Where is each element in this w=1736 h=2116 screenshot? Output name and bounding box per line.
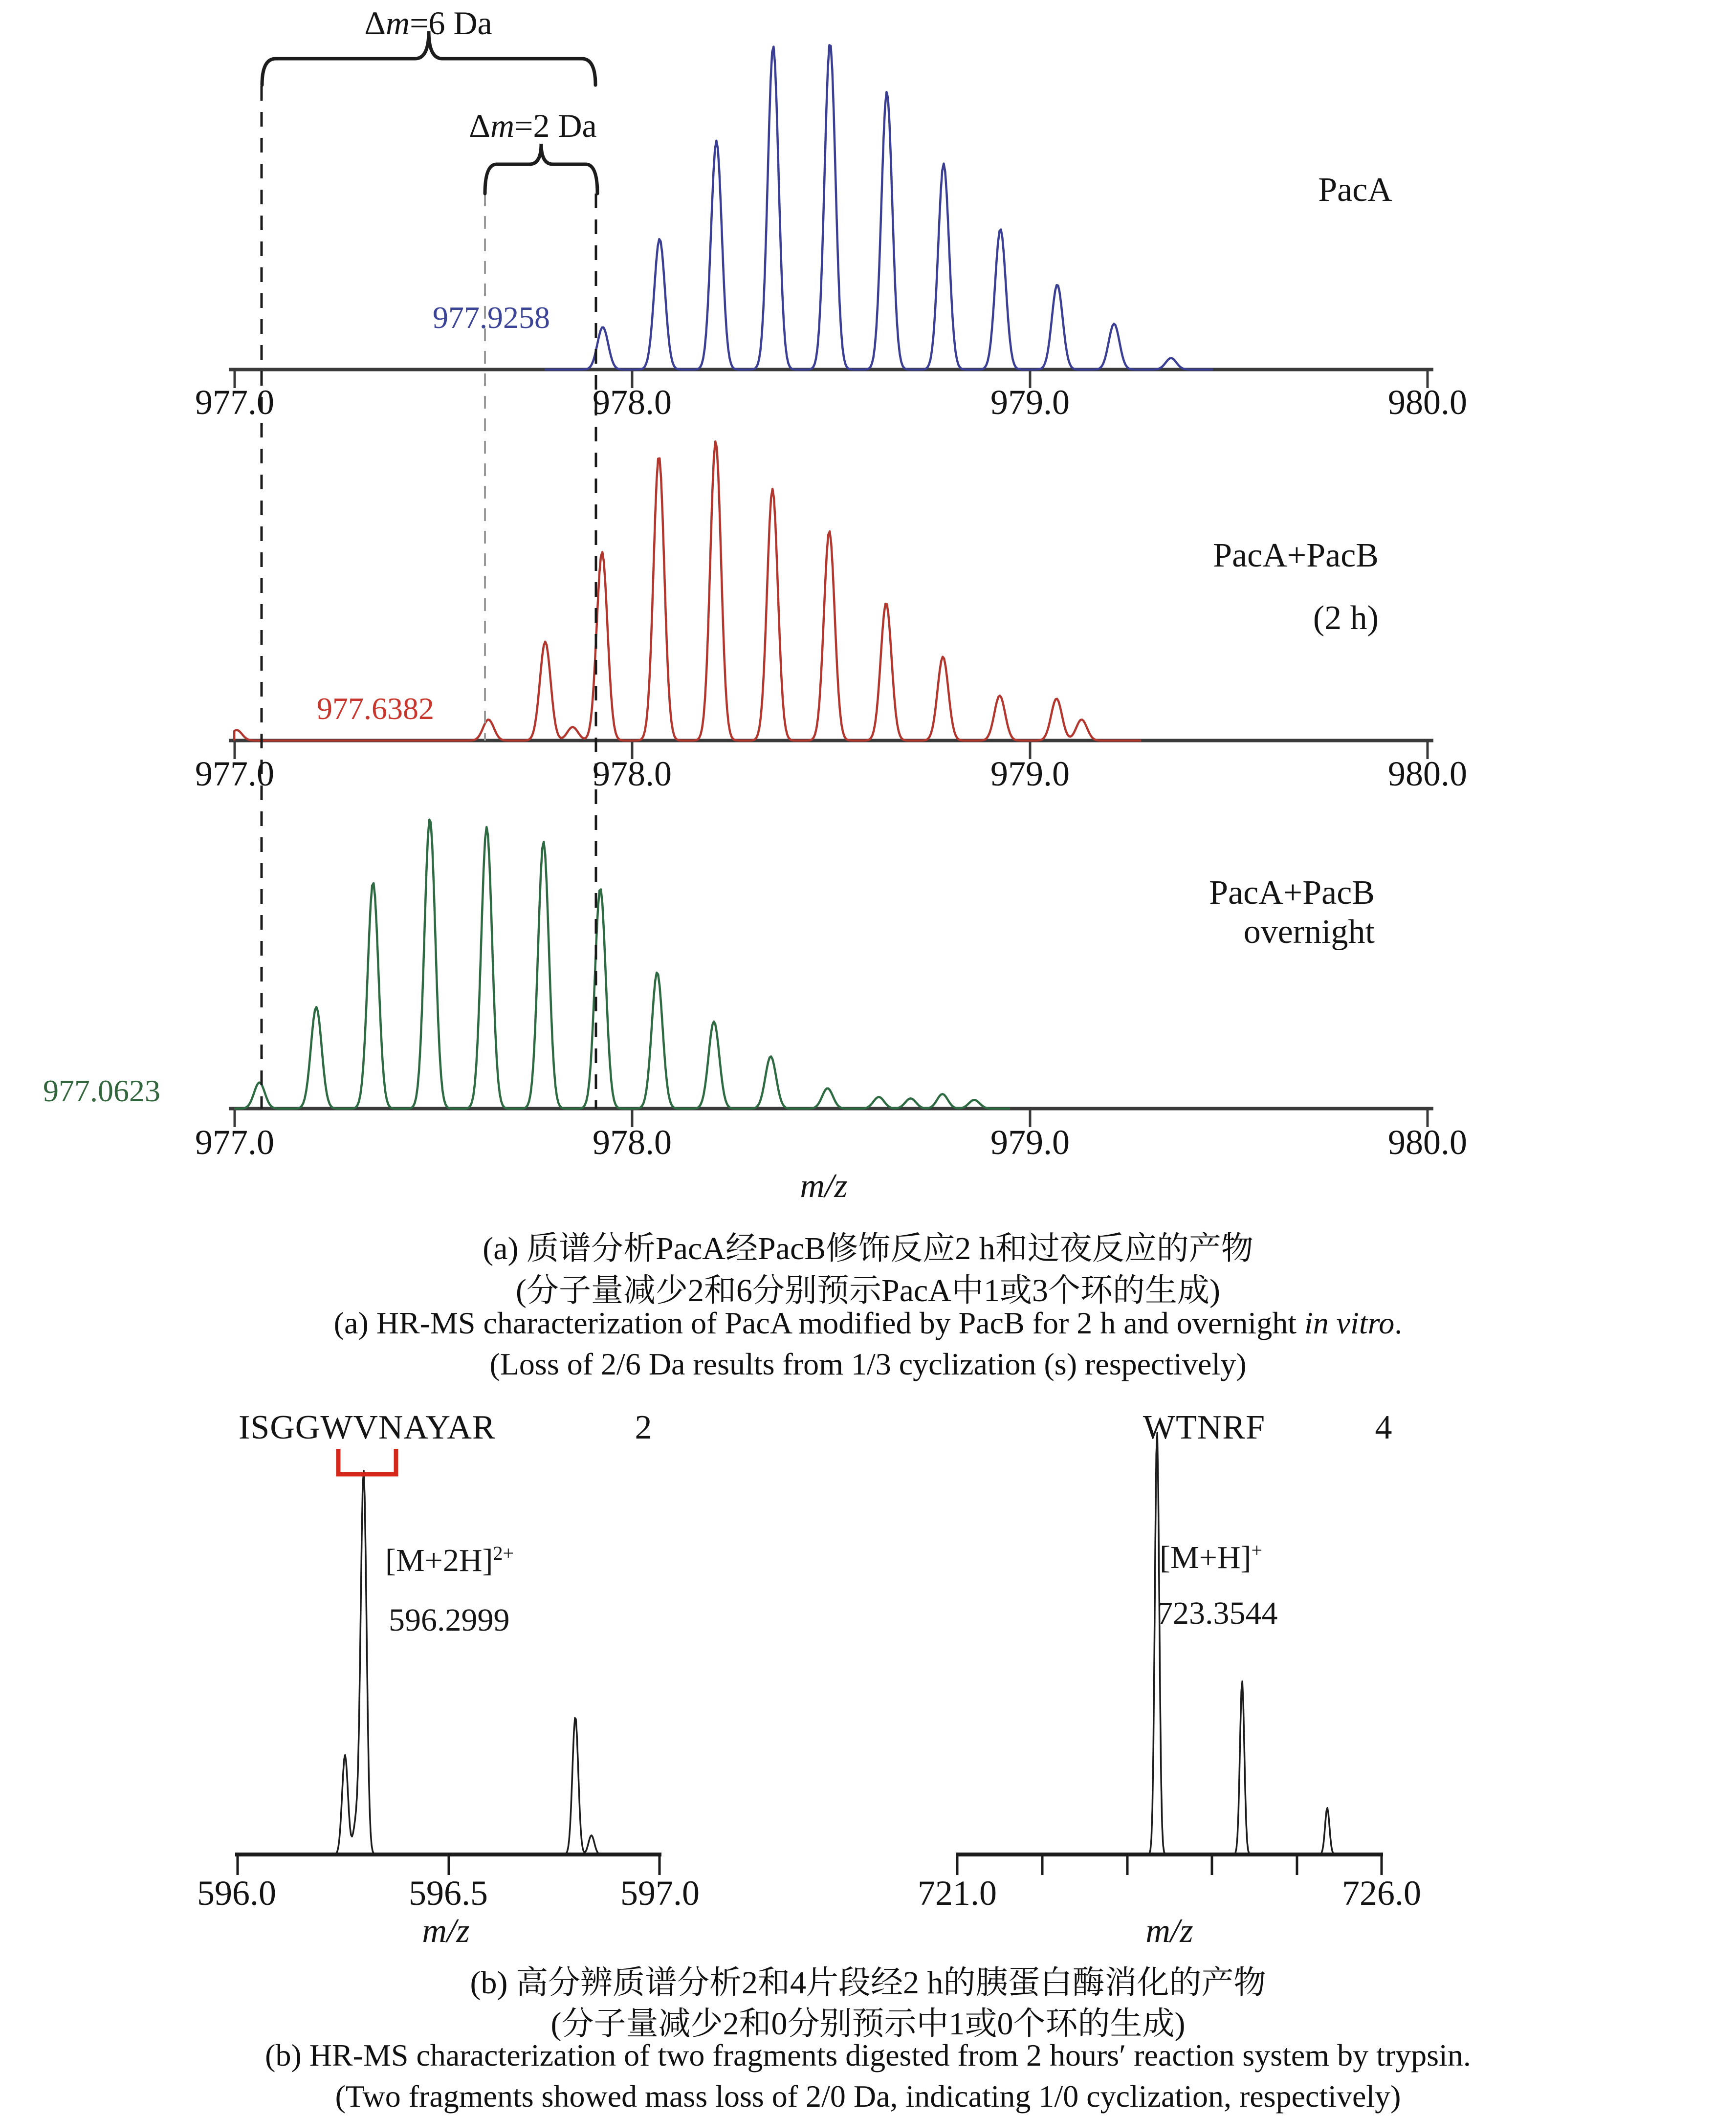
caption-a-zh-line1: (a) 质谱分析PacA经PacB修饰反应2 h和过夜反应的产物	[483, 1231, 1253, 1266]
series-label-pacA: PacA	[1318, 171, 1392, 209]
caption-b-en-line1: (b) HR-MS characterization of two fragments digested from 2 hours′ reaction system by trypsin.	[265, 2038, 1471, 2072]
axis1-tick-979: 979.0	[990, 383, 1070, 422]
peak-label-pacA-pacB-2h: 977.6382	[317, 691, 434, 726]
axis5-tick-721: 721.0	[918, 1874, 997, 1913]
axis3-tick-977: 977.0	[195, 1123, 274, 1162]
axis2-tick-979: 979.0	[990, 754, 1070, 793]
peak-label-pacA: 977.9258	[433, 300, 550, 335]
ion-formula: [M+H]	[1160, 1540, 1252, 1575]
xaxis-label-panel-a: m/z	[800, 1167, 848, 1205]
axis3-tick-979: 979.0	[990, 1123, 1070, 1162]
mass-variable: m	[490, 107, 515, 144]
axis2-tick-980: 980.0	[1388, 754, 1467, 793]
delta-symbol: Δ	[469, 107, 490, 144]
delta-m2-value: =2 Da	[514, 107, 597, 144]
peak-label-overnight: 977.0623	[43, 1073, 160, 1108]
axis1-tick-977: 977.0	[195, 383, 274, 422]
delta-m2-annotation	[469, 109, 596, 143]
ion-label-fragment2	[385, 1544, 514, 1577]
delta-symbol: Δ	[364, 4, 386, 42]
series-label-overnight: overnight	[1243, 913, 1375, 951]
axis4-tick-596: 596.0	[197, 1874, 276, 1913]
caption-a-en-italic: in vitro	[1304, 1306, 1395, 1340]
series-label-pacA-pacB: PacA+PacB	[1213, 537, 1379, 574]
delta-m6-annotation	[364, 6, 492, 41]
axis1-tick-978: 978.0	[593, 383, 672, 422]
series-label-2h: (2 h)	[1313, 599, 1379, 637]
caption-a-en-line2: (Loss of 2/6 Da results from 1/3 cyclization (s) respectively)	[489, 1347, 1247, 1381]
axis3-tick-978: 978.0	[593, 1123, 672, 1162]
xaxis-label-fragment2: m/z	[422, 1912, 470, 1950]
fragment4-sequence: WTNRF	[1143, 1409, 1265, 1446]
axis5-tick-726: 726.0	[1342, 1874, 1421, 1913]
caption-b-zh-line2: (分子量减少2和0分别预示中1或0个环的生成)	[550, 2006, 1186, 2042]
mass-variable: m	[385, 4, 410, 42]
axis4-tick-597: 597.0	[620, 1874, 700, 1913]
ion-mass-fragment4: 723.3544	[1157, 1595, 1278, 1631]
caption-b-zh-line1: (b) 高分辨质谱分析2和4片段经2 h的胰蛋白酶消化的产物	[470, 1965, 1266, 2001]
ion-charge: 2+	[493, 1542, 514, 1564]
ion-formula: [M+2H]	[385, 1543, 493, 1578]
fragment2-number: 2	[635, 1409, 652, 1446]
caption-a-en-text: (a) HR-MS characterization of PacA modified by PacB for 2 h and overnight	[333, 1306, 1304, 1340]
delta-m6-value: =6 Da	[410, 4, 492, 42]
series-label-pacA-pacB-2: PacA+PacB	[1209, 874, 1375, 912]
fragment4-number: 4	[1375, 1409, 1392, 1446]
ion-charge: +	[1251, 1539, 1263, 1561]
axis2-tick-978: 978.0	[593, 754, 672, 793]
xaxis-label-fragment4: m/z	[1145, 1912, 1193, 1950]
caption-a-en-line1	[0, 1305, 1736, 1341]
axis1-tick-980: 980.0	[1388, 383, 1467, 422]
caption-a-zh-line2: (分子量减少2和6分别预示PacA中1或3个环的生成)	[516, 1273, 1220, 1309]
axis2-tick-977: 977.0	[195, 754, 274, 793]
caption-a-en-period: .	[1394, 1306, 1403, 1340]
caption-b-en-line2: (Two fragments showed mass loss of 2/0 Da, indicating 1/0 cyclization, respectively)	[335, 2079, 1401, 2114]
ion-label-fragment4	[1160, 1541, 1262, 1574]
axis4-tick-5965: 596.5	[409, 1874, 488, 1913]
fragment2-sequence: ISGGWVNAYAR	[239, 1409, 496, 1446]
ion-mass-fragment2: 596.2999	[389, 1602, 510, 1638]
axis3-tick-980: 980.0	[1388, 1123, 1467, 1162]
